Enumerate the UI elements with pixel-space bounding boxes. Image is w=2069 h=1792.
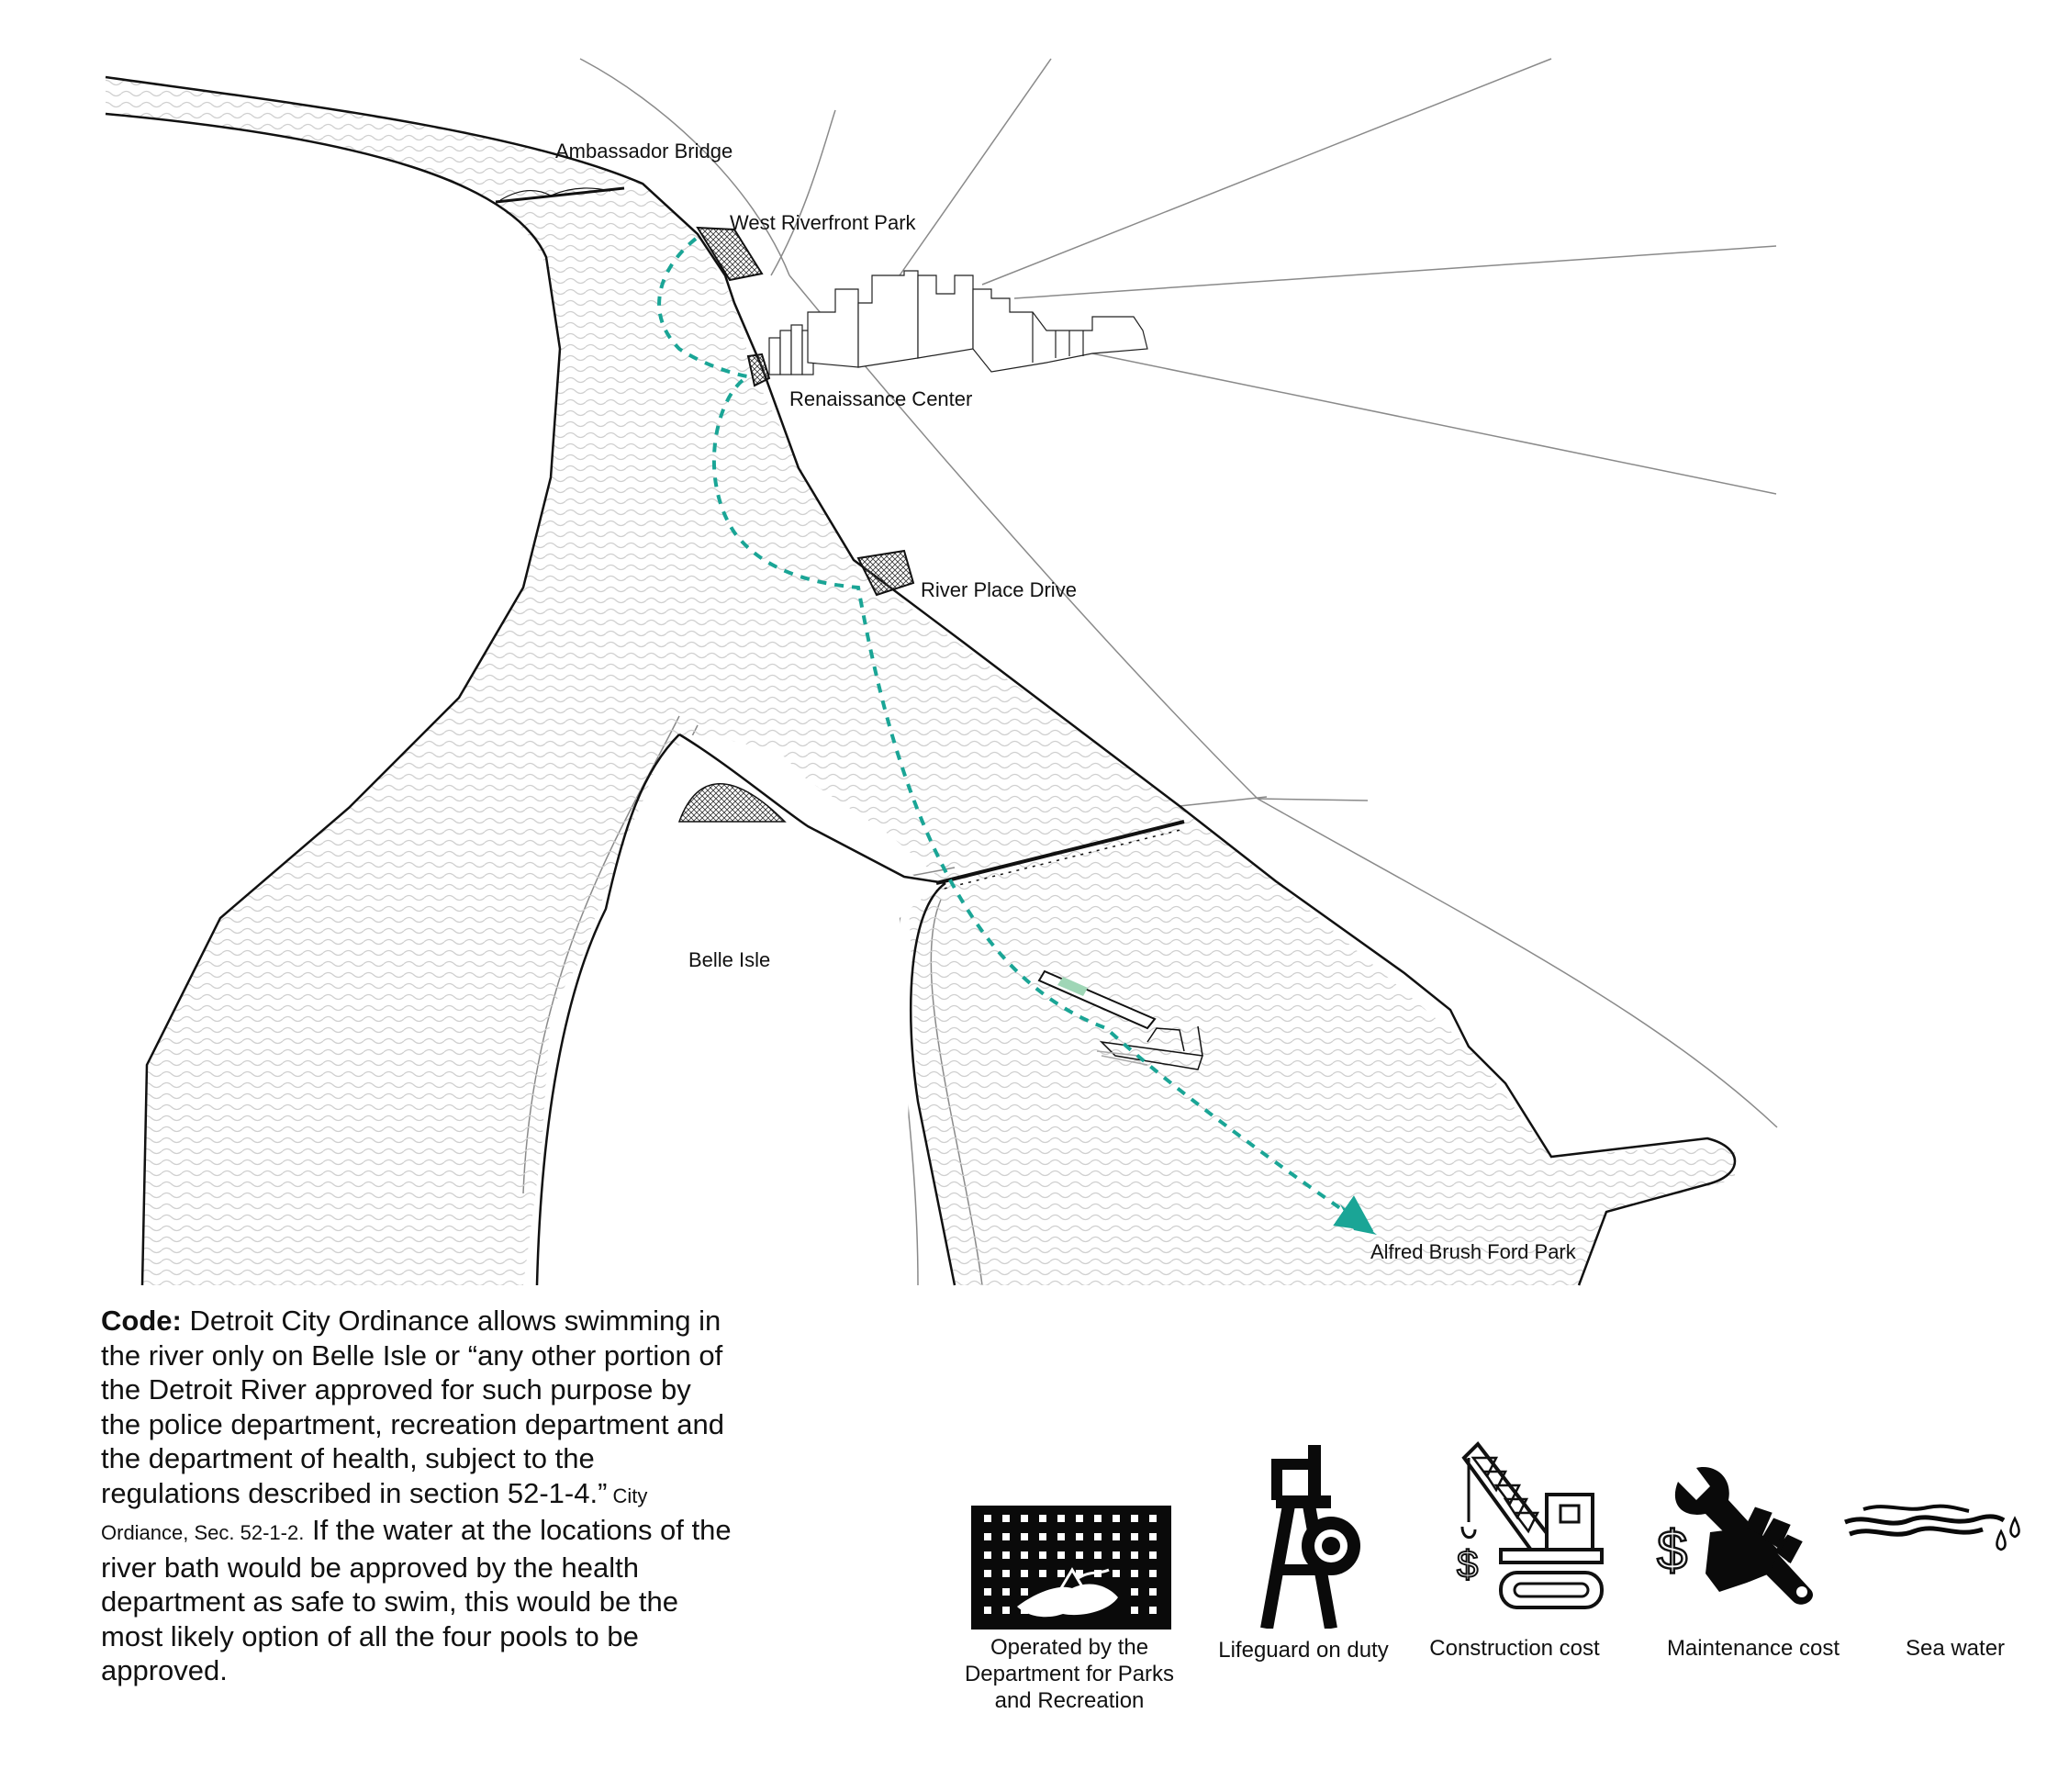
crane-icon (1446, 1439, 1604, 1614)
svg-text:$: $ (1457, 1542, 1479, 1585)
building-window (984, 1570, 991, 1577)
skyline-rays (900, 59, 1776, 494)
building-window (984, 1533, 991, 1540)
detroit-river-water (106, 77, 1735, 1285)
legend-label-maintenance: Maintenance cost (1666, 1636, 1840, 1661)
building-window (1076, 1533, 1083, 1540)
building-window (1149, 1533, 1157, 1540)
building-window (1131, 1570, 1138, 1577)
building-window (1002, 1588, 1010, 1596)
building-window (1021, 1551, 1028, 1559)
lifeguard-chair-icon (1253, 1445, 1368, 1629)
parks-department-icon (971, 1506, 1171, 1630)
building-window (1039, 1551, 1046, 1559)
wrench-dollar-icon (1655, 1463, 1829, 1610)
building-window (1002, 1607, 1010, 1614)
building-window (1002, 1515, 1010, 1522)
building-window (1094, 1533, 1102, 1540)
building-window (1076, 1551, 1083, 1559)
building-window (1131, 1588, 1138, 1596)
water-waves-icon (1840, 1502, 2024, 1557)
building-window (1149, 1570, 1157, 1577)
building-window (1094, 1551, 1102, 1559)
ordinance-paragraph (101, 1304, 734, 1688)
code-citation: City Ordiance, Sec. 52-1-2. (101, 1484, 648, 1544)
building-window (1131, 1515, 1138, 1522)
label-west-riverfront-park: West Riverfront Park (730, 211, 916, 234)
building-window (1039, 1515, 1046, 1522)
building-window (1002, 1551, 1010, 1559)
building-window (1076, 1515, 1083, 1522)
building-window (1149, 1551, 1157, 1559)
svg-text:$: $ (1657, 1519, 1688, 1581)
building-window (1131, 1551, 1138, 1559)
building-window (1002, 1533, 1010, 1540)
building-window (1149, 1588, 1157, 1596)
building-window (1131, 1607, 1138, 1614)
building-window (984, 1515, 991, 1522)
building-window (1113, 1533, 1120, 1540)
building-window (1094, 1515, 1102, 1522)
label-ambassador-bridge: Ambassador Bridge (555, 140, 733, 162)
legend-label-lifeguard: Lifeguard on duty (1218, 1638, 1389, 1663)
building-window (1113, 1551, 1120, 1559)
building-window (1057, 1551, 1065, 1559)
legend-label-construction: Construction cost (1429, 1636, 1600, 1661)
building-window (1131, 1533, 1138, 1540)
building-window (1021, 1515, 1028, 1522)
label-belle-isle: Belle Isle (688, 948, 771, 971)
code-body-2: If the water at the locations of the river bath would be approved by the health department as safe to swim, this would be the most likely option of all the four pools to be approved. (101, 1514, 732, 1686)
building-window (1149, 1515, 1157, 1522)
building-window (1057, 1515, 1065, 1522)
skyline-icon (769, 271, 1147, 375)
building-window (1002, 1570, 1010, 1577)
label-river-place-drive: River Place Drive (921, 578, 1077, 601)
legend-label-seawater: Sea water (1905, 1636, 2006, 1661)
building-window (984, 1551, 991, 1559)
label-alfred-brush-ford-park: Alfred Brush Ford Park (1370, 1240, 1576, 1263)
legend-label-parks: Operated by the Department for Parks and Recreation (964, 1635, 1175, 1713)
building-window (1039, 1570, 1046, 1577)
code-body-1: Detroit City Ordinance allows swimming in the river only on Belle Isle or “any other portion of the Detroit River approved for such purpose by the police department, recreation department and the department of health, subject to the regulations described in section 52-1-4.” (101, 1305, 724, 1509)
building-window (1021, 1533, 1028, 1540)
code-label: Code: (101, 1305, 182, 1337)
building-window (1021, 1588, 1028, 1596)
building-window (1113, 1570, 1120, 1577)
building-window (1057, 1570, 1065, 1577)
label-renaissance-center: Renaissance Center (789, 387, 973, 410)
building-window (1021, 1570, 1028, 1577)
building-window (1057, 1533, 1065, 1540)
building-window (984, 1588, 991, 1596)
building-window (1039, 1533, 1046, 1540)
building-window (984, 1607, 991, 1614)
building-window (1113, 1515, 1120, 1522)
building-window (1149, 1607, 1157, 1614)
